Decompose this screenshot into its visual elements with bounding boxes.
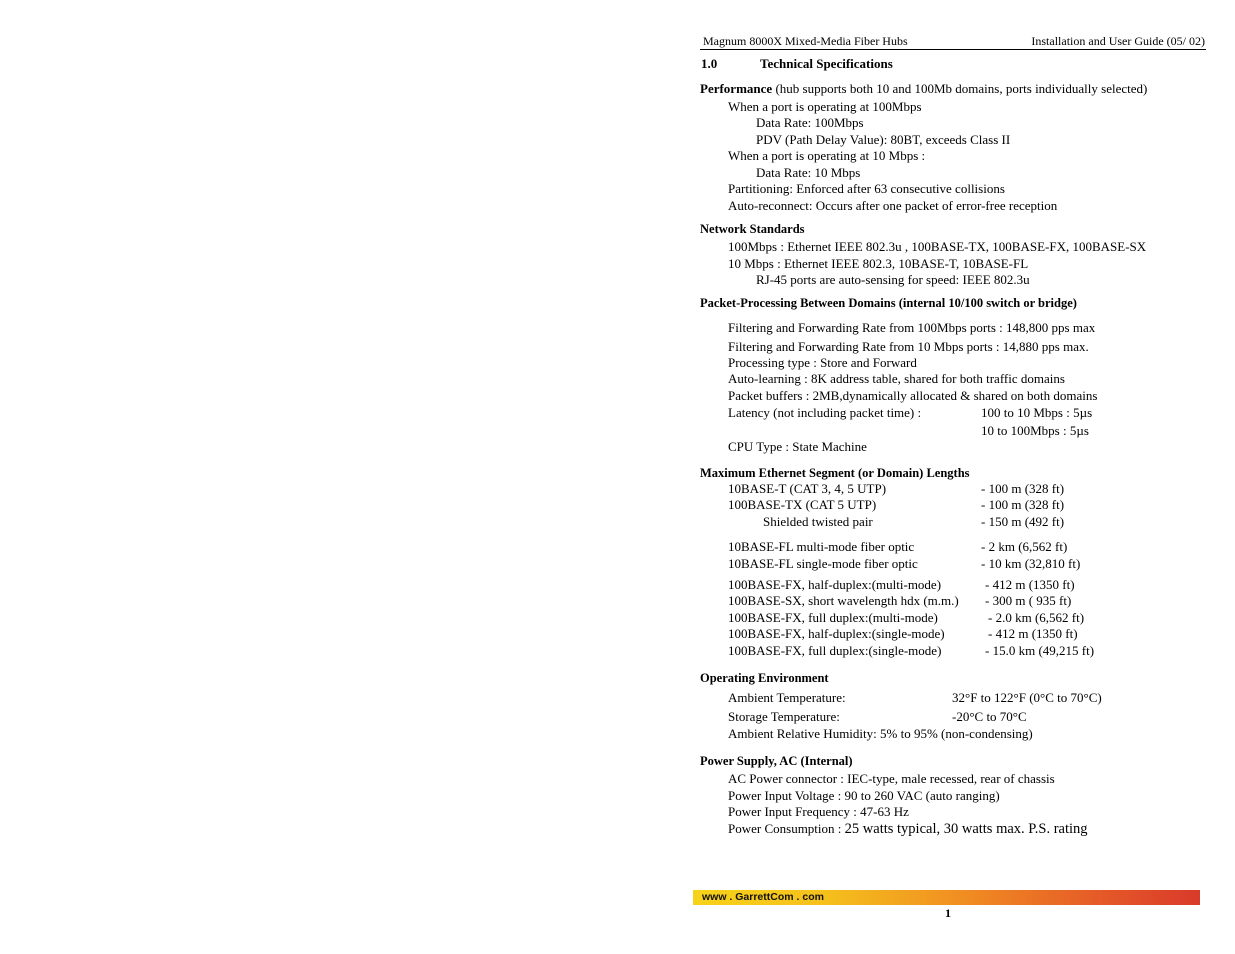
segment-label: 10BASE-FL single-mode fiber optic [728, 556, 918, 571]
segment-value: - 150 m (492 ft) [981, 514, 1065, 529]
performance-heading-line [700, 81, 1147, 97]
storage-label: Storage Temperature: [728, 709, 840, 724]
perf-line: When a port is operating at 100Mbps [728, 99, 922, 114]
network-line: 10 Mbps : Ethernet IEEE 802.3, 10BASE-T, 10BASE-FL [728, 256, 1029, 271]
segment-label: Shielded twisted pair [763, 514, 873, 529]
perf-line: Data Rate: 10 Mbps [756, 165, 861, 180]
humidity-line: Ambient Relative Humidity: 5% to 95% (non-condensing) [728, 726, 1033, 741]
performance-heading: Performance [700, 81, 773, 96]
page-number: 1 [945, 906, 951, 920]
segment-value: - 10 km (32,810 ft) [981, 556, 1081, 571]
perf-line: Auto-reconnect: Occurs after one packet of error-free reception [728, 198, 1058, 213]
segment-label: 10BASE-FL multi-mode fiber optic [728, 539, 915, 554]
footer-bar [693, 890, 1200, 905]
packet-line: Filtering and Forwarding Rate from 10 Mbps ports : 14,880 pps max. [728, 339, 1089, 354]
header-title: Magnum 8000X Mixed-Media Fiber Hubs [703, 34, 908, 48]
packet-line: Filtering and Forwarding Rate from 100Mbps ports : 148,800 pps max [728, 320, 1096, 335]
latency-value: 100 to 10 Mbps : 5µs [981, 405, 1093, 420]
segment-label: 100BASE-TX (CAT 5 UTP) [728, 497, 877, 512]
ambient-value: 32°F to 122°F (0°C to 70°C) [952, 690, 1102, 705]
power-consumption-value: 25 watts typical, 30 watts max. P.S. rating [844, 821, 1088, 837]
power-consumption-label: Power Consumption : [728, 821, 845, 836]
latency-label: Latency (not including packet time) : [728, 405, 922, 420]
perf-line: When a port is operating at 10 Mbps : [728, 148, 926, 163]
power-consumption-line [728, 821, 1088, 837]
perf-line: Partitioning: Enforced after 63 consecutive collisions [728, 181, 1005, 196]
segment-value: - 2.0 km (6,562 ft) [988, 610, 1085, 625]
latency-value: 10 to 100Mbps : 5µs [981, 423, 1089, 438]
storage-value: -20°C to 70°C [952, 709, 1027, 724]
header-guide: Installation and User Guide (05/ 02) [1031, 34, 1205, 48]
section-title: Technical Specifications [760, 56, 893, 71]
packet-heading: Packet-Processing Between Domains (internal 10/100 switch or bridge) [700, 296, 1077, 310]
segment-value: - 300 m ( 935 ft) [985, 593, 1072, 608]
segment-value: - 100 m (328 ft) [981, 481, 1065, 496]
cpu-type: CPU Type : State Machine [728, 439, 867, 454]
packet-line: Packet buffers : 2MB,dynamically allocated & shared on both domains [728, 388, 1098, 403]
power-line: AC Power connector : IEC-type, male recessed, rear of chassis [728, 771, 1055, 786]
section-number: 1.0 [701, 56, 718, 71]
segment-value: - 412 m (1350 ft) [985, 577, 1075, 592]
segment-label: 100BASE-FX, half-duplex:(single-mode) [728, 626, 945, 641]
packet-line: Auto-learning : 8K address table, shared for both traffic domains [728, 371, 1065, 386]
segment-label: 100BASE-FX, full duplex:(multi-mode) [728, 610, 938, 625]
packet-line: Processing type : Store and Forward [728, 355, 917, 370]
segment-value: - 2 km (6,562 ft) [981, 539, 1068, 554]
segment-label: 10BASE-T (CAT 3, 4, 5 UTP) [728, 481, 887, 496]
header-rule [700, 49, 1206, 50]
segment-label: 100BASE-FX, half-duplex:(multi-mode) [728, 577, 942, 592]
segment-value: - 100 m (328 ft) [981, 497, 1065, 512]
power-line: Power Input Frequency : 47-63 Hz [728, 804, 909, 819]
segment-label: 100BASE-SX, short wavelength hdx (m.m.) [728, 593, 959, 608]
network-heading: Network Standards [700, 222, 805, 236]
footer-url: www . GarrettCom . com [702, 891, 824, 903]
network-line: RJ-45 ports are auto-sensing for speed: IEEE 802.3u [756, 272, 1030, 287]
perf-line: Data Rate: 100Mbps [756, 115, 864, 130]
performance-note: (hub supports both 10 and 100Mb domains, ports individually selected) [772, 81, 1148, 96]
segment-heading: Maximum Ethernet Segment (or Domain) Lengths [700, 466, 970, 480]
segment-value: - 15.0 km (49,215 ft) [985, 643, 1095, 658]
power-line: Power Input Voltage : 90 to 260 VAC (auto ranging) [728, 788, 1000, 803]
environment-heading: Operating Environment [700, 671, 829, 685]
segment-value: - 412 m (1350 ft) [988, 626, 1078, 641]
perf-line: PDV (Path Delay Value): 80BT, exceeds Class II [756, 132, 1011, 147]
network-line: 100Mbps : Ethernet IEEE 802.3u , 100BASE-TX, 100BASE-FX, 100BASE-SX [728, 239, 1147, 254]
ambient-label: Ambient Temperature: [728, 690, 846, 705]
document-page [700, 0, 1210, 954]
segment-label: 100BASE-FX, full duplex:(single-mode) [728, 643, 942, 658]
power-heading: Power Supply, AC (Internal) [700, 754, 853, 768]
